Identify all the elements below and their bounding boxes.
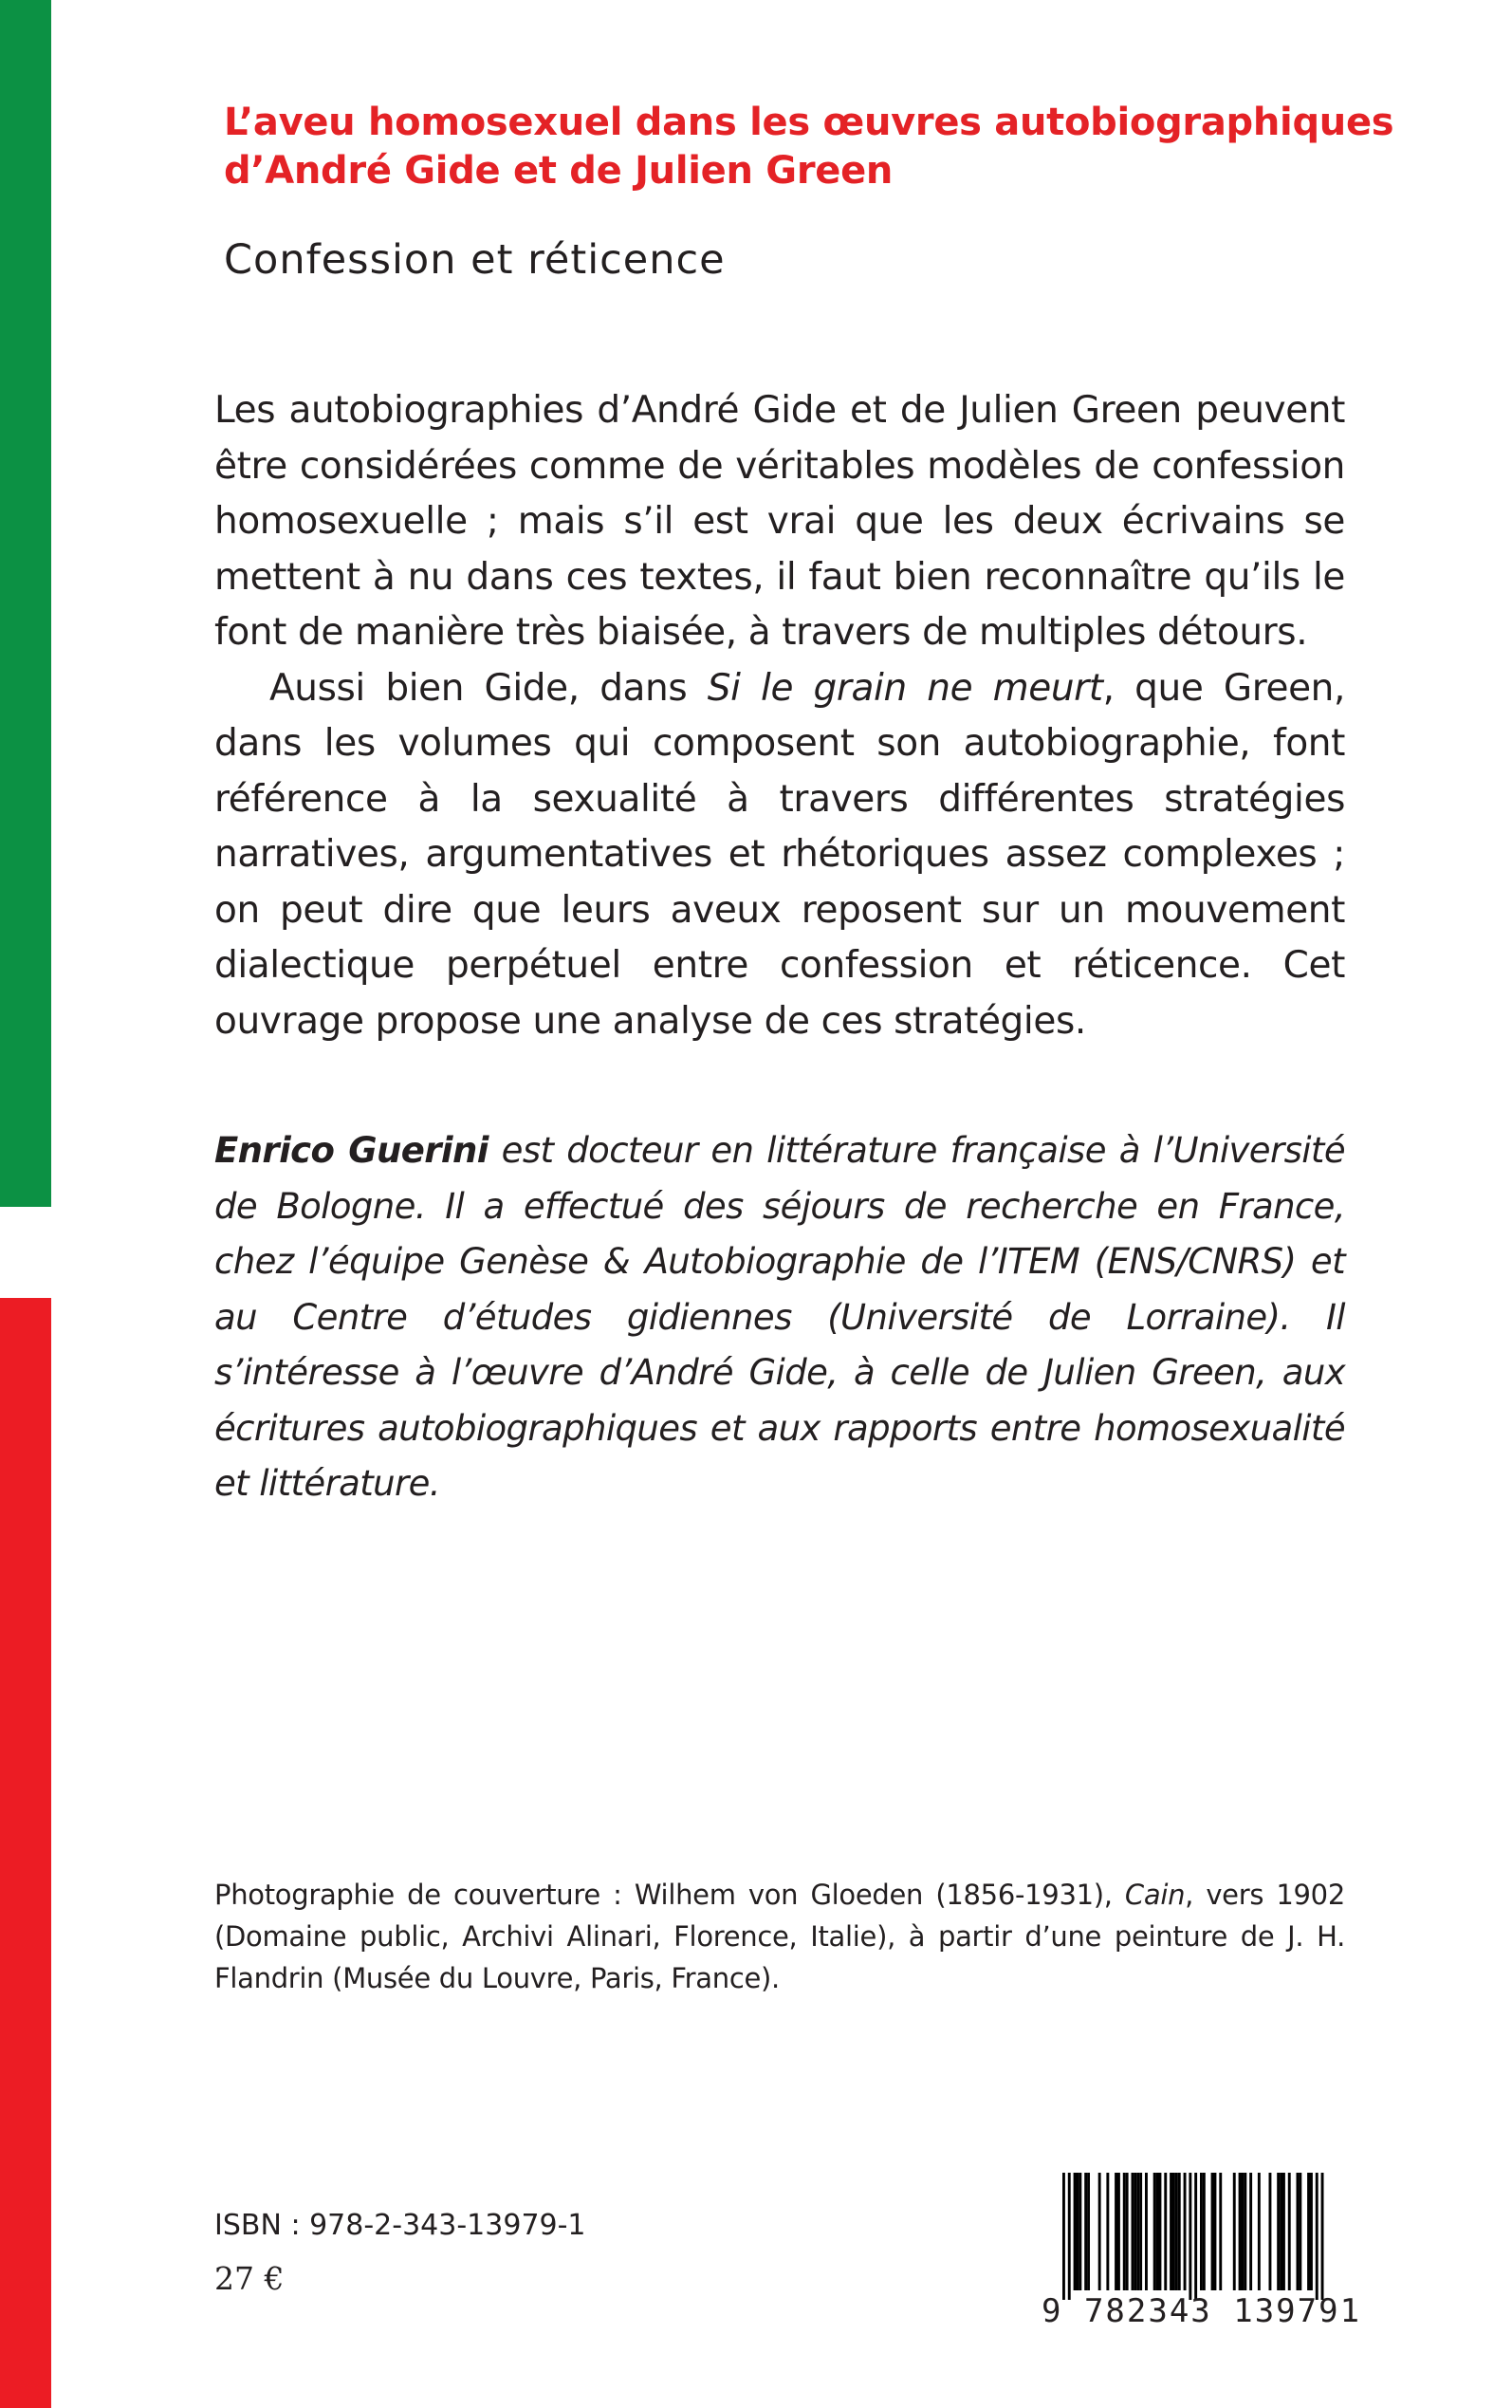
- barcode-bar: [1175, 2173, 1178, 2290]
- barcode-bar: [1062, 2173, 1065, 2300]
- barcode-bar: [1307, 2173, 1310, 2290]
- barcode-bar: [1106, 2173, 1109, 2290]
- photo-credit-start: Photographie de couverture : Wilhem von Gloeden (1856-1931),: [214, 1879, 1125, 1911]
- cited-work-title: Si le grain ne meurt: [707, 666, 1103, 710]
- summary-paragraph-2: [214, 661, 1345, 1050]
- red-stripe: [0, 1298, 51, 2408]
- barcode-bar: [1242, 2173, 1245, 2290]
- barcode-bar: [1159, 2173, 1162, 2290]
- barcode-bar: [1153, 2173, 1156, 2290]
- barcode-bar: [1156, 2173, 1159, 2290]
- barcode-digits: 9 782343 139791: [1042, 2292, 1362, 2330]
- barcode-bar: [1239, 2173, 1242, 2290]
- white-stripe: [0, 1207, 51, 1298]
- barcode-bar: [1189, 2173, 1191, 2300]
- barcode-bar: [1321, 2173, 1324, 2300]
- barcode-bar: [1277, 2173, 1280, 2290]
- barcode-bar: [1077, 2173, 1079, 2290]
- photo-credit-end: , vers 1902 (Domaine public, Archivi Alinari, Florence, Italie), à partir d’une peinture de J. H. Flandrin (Musée du Louvre, Paris, France).: [214, 1879, 1345, 1994]
- barcode-bar: [1316, 2173, 1318, 2300]
- summary-paragraph-1: Les autobiographies d’André Gide et de Julien Green peuvent être considérées comme de véritables modèles de confession homosexuelle ; mais s’il est vrai que les deux écrivains se mettent à nu dans ces textes, il faut bien reconnaître qu’ils le font de manière très biaisée, à travers de multiples détours.: [214, 389, 1345, 654]
- barcode-bar: [1269, 2173, 1272, 2290]
- barcode-bar: [1280, 2173, 1282, 2290]
- book-title-line-2: d’André Gide et de Julien Green: [224, 149, 894, 193]
- barcode-bar: [1288, 2173, 1291, 2290]
- barcode-bar: [1282, 2173, 1285, 2290]
- isbn: ISBN : 978-2-343-13979-1: [214, 2209, 586, 2242]
- barcode-bar: [1249, 2173, 1252, 2290]
- barcode-bar: [1126, 2173, 1129, 2290]
- barcode-bar: [1233, 2173, 1236, 2290]
- summary-paragraph-2-start: Aussi bien Gide, dans: [269, 666, 708, 710]
- barcode-bar: [1214, 2173, 1217, 2290]
- book-title: [224, 99, 1457, 195]
- book-title-line-1: L’aveu homosexuel dans les œuvres autobiographiques: [224, 101, 1394, 144]
- barcode-bar: [1203, 2173, 1206, 2290]
- barcode-bar: [1170, 2173, 1172, 2290]
- barcode-bar: [1145, 2173, 1148, 2290]
- barcode-bar: [1123, 2173, 1126, 2290]
- author-name: Enrico Guerini: [214, 1130, 489, 1171]
- photo-work-title: Cain: [1124, 1879, 1186, 1911]
- photo-credit: [214, 1874, 1345, 1999]
- green-stripe: [0, 0, 51, 1207]
- barcode-bar: [1178, 2173, 1181, 2290]
- summary-paragraph-2-end: , que Green, dans les volumes qui composent son autobiographie, font référence à la sexualité à travers différentes stratégies narratives, argumentatives et rhétoriques assez complexes ; on peut dire que leurs aveux reposent sur un mouvement dialectique perpétuel entre confession et réticence. Cet ouvrage propose une analyse de ces stratégies.: [214, 666, 1345, 1043]
- barcode: [1042, 2169, 1362, 2332]
- barcode-bar: [1068, 2173, 1071, 2300]
- barcode-bar: [1074, 2173, 1077, 2290]
- barcode-bar: [1172, 2173, 1175, 2290]
- barcode-bar: [1244, 2173, 1246, 2290]
- barcode-bar: [1134, 2173, 1136, 2290]
- barcode-bar: [1139, 2173, 1142, 2290]
- barcode-bar: [1115, 2173, 1117, 2290]
- barcode-bar: [1184, 2173, 1187, 2290]
- barcode-bar: [1200, 2173, 1203, 2290]
- summary: [214, 383, 1345, 1049]
- barcode-bar: [1087, 2173, 1090, 2290]
- author-bio-text: est docteur en littérature française à l’Université de Bologne. Il a effectué des séjours de recherche en France, chez l’équipe Genèse & Autobiographie de l’ITEM (ENS/CNRS) et au Centre d’études gidiennes (Université de Lorraine). Il s’intéresse à l’œuvre d’André Gide, à celle de Julien Green, aux écritures autobiographiques et aux rapports entre homosexualité et littérature.: [214, 1130, 1345, 1504]
- barcode-bar: [1194, 2173, 1197, 2300]
- barcode-bar: [1098, 2173, 1101, 2290]
- barcode-bar: [1299, 2173, 1301, 2290]
- barcode-bars: [1042, 2169, 1347, 2302]
- barcode-bar: [1084, 2173, 1087, 2290]
- author-bio: [214, 1123, 1345, 1512]
- barcode-bar: [1297, 2173, 1300, 2290]
- barcode-bar: [1310, 2173, 1313, 2290]
- barcode-bar: [1136, 2173, 1139, 2290]
- barcode-bar: [1132, 2173, 1134, 2290]
- price: 27 €: [214, 2260, 285, 2297]
- book-subtitle: Confession et réticence: [224, 236, 726, 284]
- barcode-bar: [1258, 2173, 1261, 2290]
- barcode-bar: [1219, 2173, 1222, 2290]
- barcode-bar: [1164, 2173, 1167, 2290]
- barcode-bar: [1079, 2173, 1081, 2290]
- barcode-bar: [1211, 2173, 1214, 2290]
- barcode-bar: [1117, 2173, 1120, 2290]
